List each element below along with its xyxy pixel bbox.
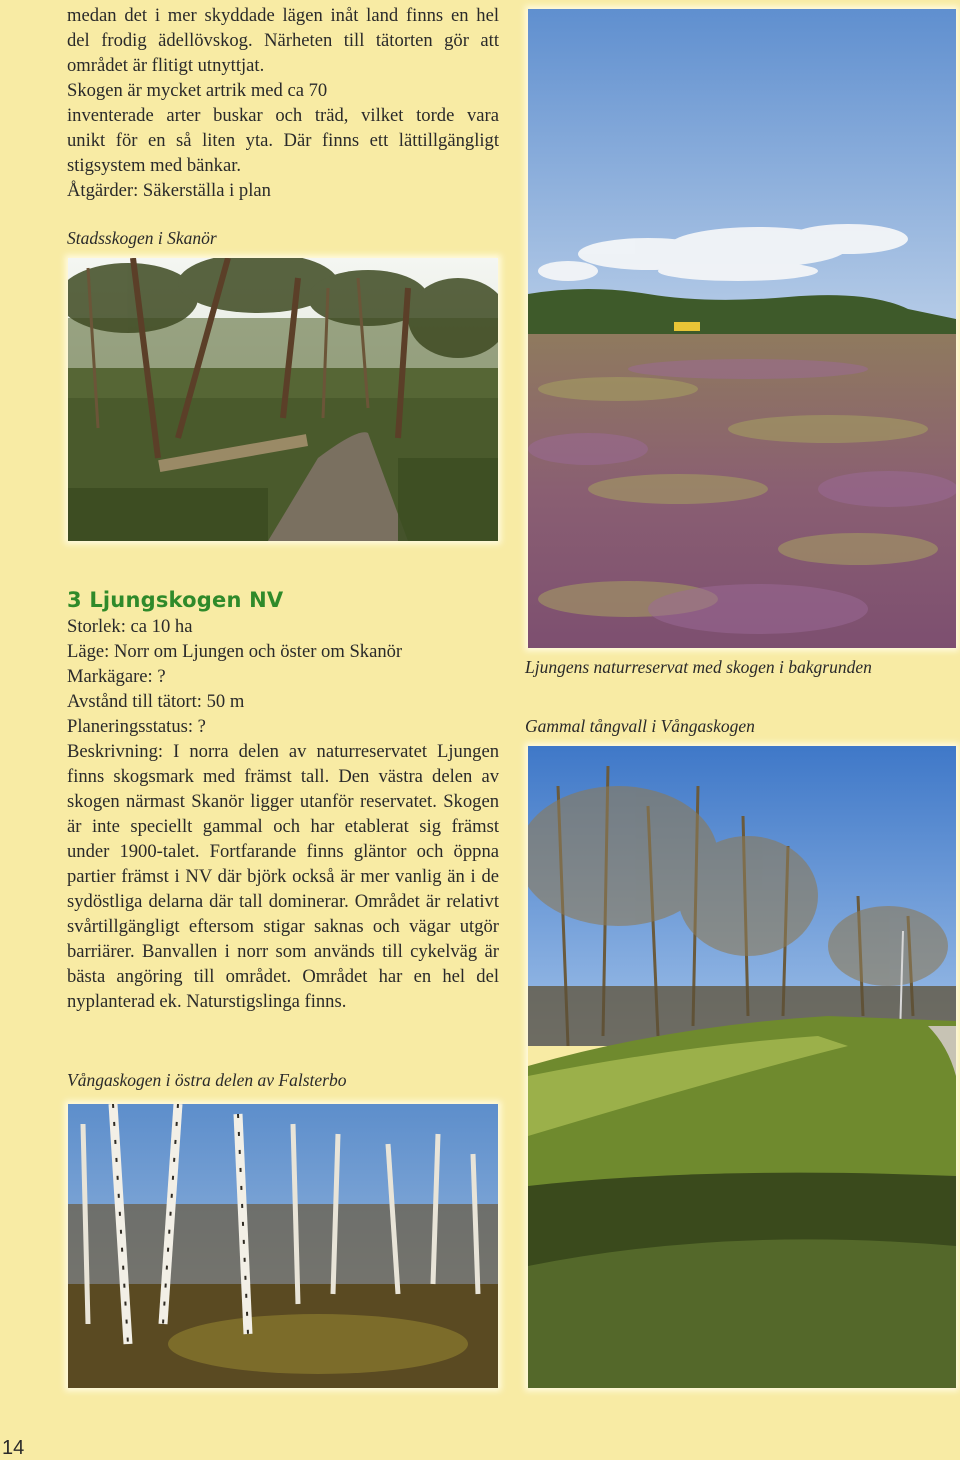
facts-list: [67, 614, 499, 739]
intro-line: unikt för en så liten yta. Där finns ett lättillgängligt: [67, 130, 499, 151]
fact-planning: Planeringsstatus: ?: [67, 716, 206, 737]
photo-ljungen: [528, 9, 956, 648]
fact-size: Storlek: ca 10 ha: [67, 616, 193, 637]
description-paragraph: Beskrivning: I norra delen av naturreservatet Ljungen finns skogsmark med främst tall. Den västra delen av skogen närmast Skanör ligger utanför reservatet. Skogen är inte speciellt gammal och har etablerat sig främst under 1900-talet. Fortfarande finns gläntor och öppna partier främst i NV där björk också är mer vanlig än i de sydöstliga delarna där tall dominerar. Området är relativt svårtillgängligt eftersom stigar saknas och vägar utgör barriärer. Banvallen i norr som används till cykelväg är bästa angöring till området. Området har en hel del nyplanterad ek. Naturstigslinga finns.: [67, 741, 499, 1012]
intro-line: medan det i mer skyddade lägen inåt land finns en hel: [67, 5, 499, 26]
photo-stadsskogen: [68, 258, 498, 541]
page-number: 14: [2, 1437, 25, 1459]
fact-owner: Markägare: ?: [67, 666, 166, 687]
intro-paragraph: [67, 3, 499, 203]
intro-line: området är flitigt utnyttjat.: [67, 55, 265, 76]
caption-vangaskogen: Vångaskogen i östra delen av Falsterbo: [67, 1070, 347, 1090]
fact-location: Läge: Norr om Ljungen och öster om Skanör: [67, 641, 403, 662]
intro-line: del frodig ädellövskog. Närheten till tätorten gör att: [67, 30, 499, 51]
caption-ljungen: Ljungens naturreservat med skogen i bakgrunden: [525, 657, 872, 677]
section-title: 3 Ljungskogen NV: [67, 588, 284, 612]
intro-line: stigsystem med bänkar.: [67, 155, 242, 176]
caption-stadsskogen: Stadsskogen i Skanör: [67, 228, 217, 248]
intro-line: Skogen är mycket artrik med ca 70: [67, 80, 328, 101]
intro-line: Åtgärder: Säkerställa i plan: [67, 180, 271, 201]
intro-line: inventerade arter buskar och träd, vilket torde vara: [67, 105, 499, 126]
caption-tangvall: Gammal tångvall i Vångaskogen: [525, 716, 755, 736]
fact-distance: Avstånd till tätort: 50 m: [67, 691, 245, 712]
photo-tangvall: [528, 746, 956, 1388]
photo-vangaskogen: [68, 1104, 498, 1388]
